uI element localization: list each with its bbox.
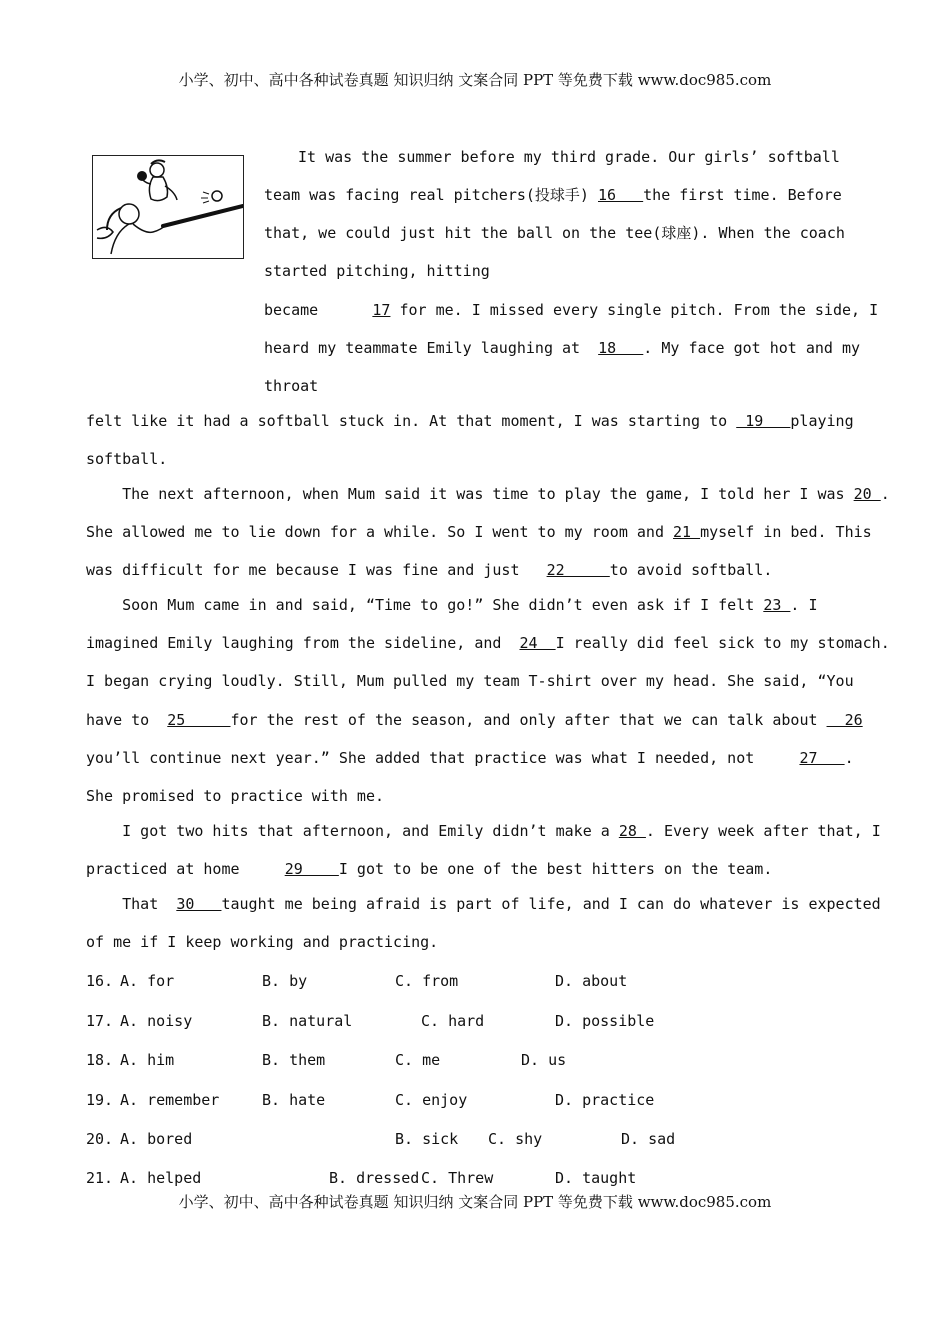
passage-line (86, 895, 881, 913)
passage-line (86, 523, 872, 541)
passage-text: taught me being afraid is part of life, and I can do whatever is expected (221, 895, 881, 913)
answer-option-c: C. hard (421, 1012, 485, 1030)
answer-blank: 25 (167, 711, 231, 729)
question-number: 20. (86, 1130, 114, 1148)
passage-text: to avoid softball. (609, 561, 773, 579)
passage-text: was difficult for me because I was fine and just (86, 561, 547, 579)
passage-line (298, 148, 840, 166)
answer-option-c: C. Threw (421, 1169, 494, 1187)
answer-blank: 17 (372, 301, 391, 319)
answer-blank: 30 (176, 895, 222, 913)
answer-blank: 29 (284, 860, 339, 878)
answer-blank: 27 (799, 749, 845, 767)
passage-text: I really did feel sick to my stomach. (555, 634, 890, 652)
answer-option-a: A. remember (120, 1091, 220, 1109)
passage-line (86, 412, 854, 430)
question-number: 17. (86, 1012, 114, 1030)
passage-line (86, 634, 890, 652)
answer-blank: 26 (826, 711, 863, 729)
answer-option-c: C. enjoy (395, 1091, 468, 1109)
header-text: 小学、初中、高中各种试卷真题 知识归纳 文案合同 PPT 等免费下载 www.doc985.com (178, 71, 772, 89)
passage-text: . I (790, 596, 818, 614)
passage-text: She allowed me to lie down for a while. So I went to my room and (86, 523, 673, 541)
passage-text: . (880, 485, 890, 503)
softball-illustration (92, 155, 244, 259)
answer-option-b: B. hate (262, 1091, 326, 1109)
passage-text: That (86, 895, 177, 913)
passage-text: . Every week after that, I (645, 822, 881, 840)
passage-line (264, 224, 845, 242)
passage-text: that, we could just hit the ball on the tee(球座). When the coach (264, 224, 845, 242)
question-number: 16. (86, 972, 114, 990)
passage-line (86, 933, 438, 951)
passage-line (264, 377, 318, 395)
answer-option-a: A. bored (120, 1130, 193, 1148)
passage-text: I got two hits that afternoon, and Emily didn’t make a (86, 822, 619, 840)
answer-option-d: D. practice (555, 1091, 655, 1109)
passage-line (86, 672, 854, 690)
passage-text: became (264, 301, 373, 319)
answer-blank: 21 (673, 523, 701, 541)
answer-option-d: D. taught (555, 1169, 637, 1187)
passage-line (86, 561, 772, 579)
passage-text: practiced at home (86, 860, 285, 878)
answer-option-c: C. from (395, 972, 459, 990)
passage-line (86, 485, 890, 503)
page-header (0, 69, 950, 90)
passage-text: . (844, 749, 854, 767)
answer-blank: 20 (853, 485, 881, 503)
passage-text: for me. I missed every single pitch. From the side, I (390, 301, 879, 319)
answer-option-d: D. sad (621, 1130, 676, 1148)
passage-text: have to (86, 711, 168, 729)
passage-line (86, 749, 854, 767)
answer-option-c: C. shy (488, 1130, 543, 1148)
answer-blank: 22 (546, 561, 610, 579)
passage-line (86, 787, 384, 805)
passage-text: team was facing real pitchers(投球手) (264, 186, 598, 204)
passage-text: felt like it had a softball stuck in. At that moment, I was starting to (86, 412, 737, 430)
question-number: 19. (86, 1091, 114, 1109)
passage-line (86, 450, 167, 468)
answer-blank: 16 (598, 186, 644, 204)
passage-text: imagined Emily laughing from the sideline, and (86, 634, 520, 652)
passage-line (86, 860, 772, 878)
passage-text: you’ll continue next year.” She added that practice was what I needed, not (86, 749, 800, 767)
question-number: 18. (86, 1051, 114, 1069)
passage-text: started pitching, hitting (264, 262, 490, 280)
passage-text: of me if I keep working and practicing. (86, 933, 439, 951)
passage-line (86, 822, 881, 840)
answer-option-a: A. him (120, 1051, 175, 1069)
softball-players-icon (93, 156, 244, 259)
answer-option-d: D. possible (555, 1012, 655, 1030)
passage-text: throat (264, 377, 319, 395)
passage-line (86, 711, 863, 729)
passage-text: softball. (86, 450, 168, 468)
passage-line (264, 262, 490, 280)
answer-blank: 23 (763, 596, 791, 614)
page-footer (0, 1191, 950, 1212)
answer-option-b: B. them (262, 1051, 326, 1069)
passage-line (264, 186, 842, 204)
passage-text: I began crying loudly. Still, Mum pulled my team T-shirt over my head. She said, “You (86, 672, 854, 690)
answer-option-a: A. noisy (120, 1012, 193, 1030)
answer-option-b: B. dressed (329, 1169, 420, 1187)
footer-text: 小学、初中、高中各种试卷真题 知识归纳 文案合同 PPT 等免费下载 www.doc985.com (178, 1193, 772, 1211)
answer-option-b: B. sick (395, 1130, 459, 1148)
passage-text: The next afternoon, when Mum said it was time to play the game, I told her I was (86, 485, 854, 503)
passage-text: She promised to practice with me. (86, 787, 385, 805)
answer-option-c: C. me (395, 1051, 441, 1069)
passage-line (264, 339, 860, 357)
answer-option-b: B. natural (262, 1012, 353, 1030)
passage-text: . My face got hot and my (643, 339, 861, 357)
passage-text: heard my teammate Emily laughing at (264, 339, 599, 357)
passage-text: Soon Mum came in and said, “Time to go!” She didn’t even ask if I felt (86, 596, 764, 614)
answer-option-b: B. by (262, 972, 308, 990)
passage-text: I got to be one of the best hitters on the team. (338, 860, 773, 878)
passage-line (86, 596, 818, 614)
answer-option-a: A. helped (120, 1169, 202, 1187)
passage-text: playing (790, 412, 854, 430)
answer-blank: 24 (519, 634, 556, 652)
question-number: 21. (86, 1169, 114, 1187)
answer-blank: 18 (598, 339, 644, 357)
passage-text: It was the summer before my third grade. Our girls’ softball (298, 148, 840, 166)
passage-line (264, 301, 878, 319)
passage-text: for the rest of the season, and only after that we can talk about (230, 711, 827, 729)
answer-blank: 19 (736, 412, 791, 430)
answer-option-d: D. about (555, 972, 628, 990)
answer-blank: 28 (618, 822, 646, 840)
passage-text: myself in bed. This (700, 523, 872, 541)
answer-option-d: D. us (521, 1051, 567, 1069)
passage-text: the first time. Before (643, 186, 842, 204)
answer-option-a: A. for (120, 972, 175, 990)
